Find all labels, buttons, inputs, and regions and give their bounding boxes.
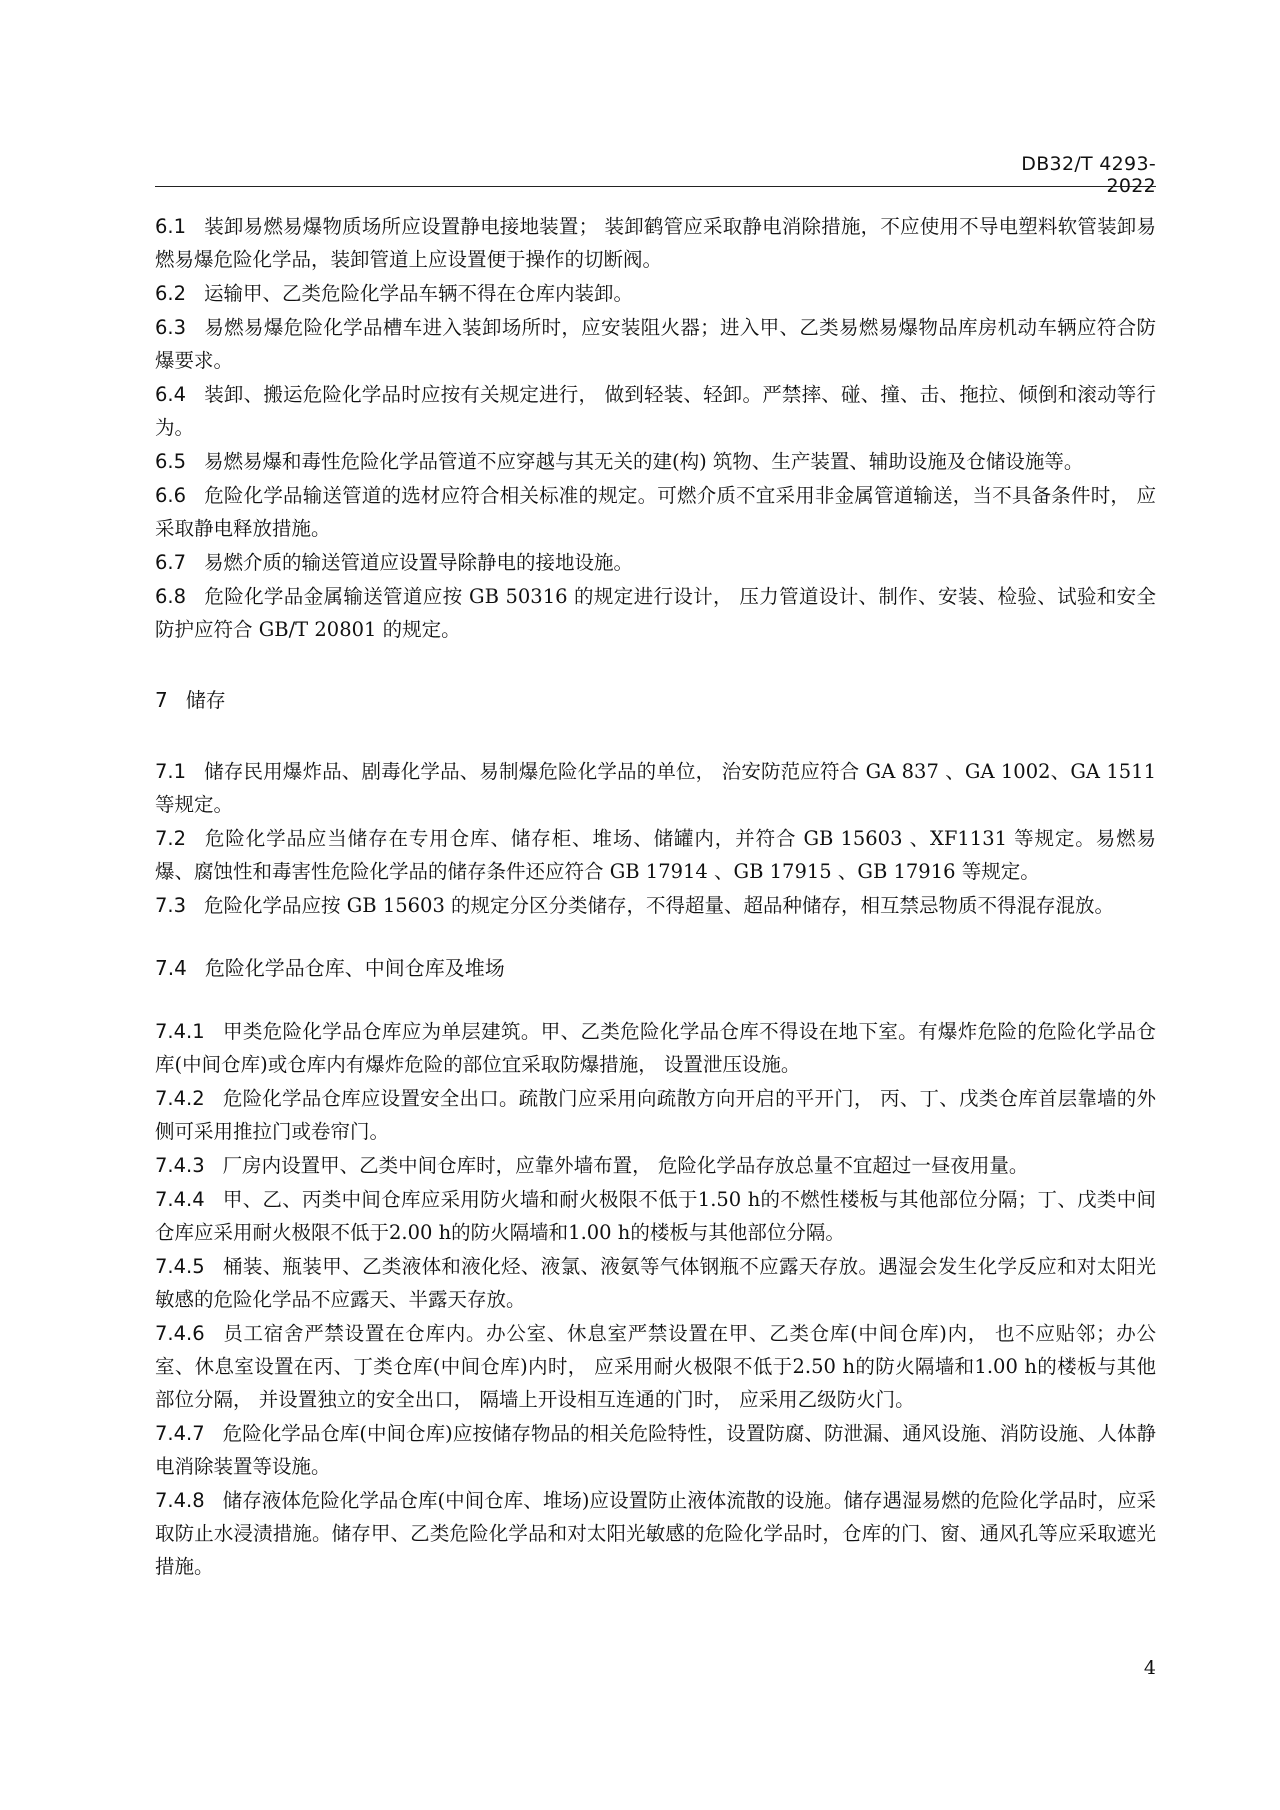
clause-number: 7.4.2 <box>155 1087 205 1110</box>
section-6-clauses <box>155 210 1156 646</box>
clause-number: 7.4.8 <box>155 1489 205 1512</box>
clause-number: 7.4.4 <box>155 1188 205 1211</box>
clause-number: 7.2 <box>155 827 187 850</box>
clause-7-4-6 <box>155 1317 1156 1416</box>
clause-text: 员工宿舍严禁设置在仓库内。办公室、休息室严禁设置在甲、乙类仓库(中间仓库)内， 也不应贴邻；办公室、休息室设置在丙、丁类仓库(中间仓库)内时， 应采用耐火极限不低于2.50 h的防火隔墙和1.00 h的楼板与其他部位分隔， 并设置独立的安全出口， 隔墙上开设相互连通的门时， 应采用乙级防火门。 <box>155 1322 1156 1411</box>
clause-6-5 <box>155 445 1156 478</box>
subsection-7-4-clauses <box>155 1015 1156 1583</box>
clause-6-6 <box>155 479 1156 545</box>
clause-7-1 <box>155 755 1156 821</box>
clause-text: 桶装、瓶装甲、乙类液体和液化烃、液氯、液氨等气体钢瓶不应露天存放。遇湿会发生化学反应和对太阳光敏感的危险化学品不应露天、半露天存放。 <box>155 1255 1156 1311</box>
clause-text: 装卸易燃易爆物质场所应设置静电接地装置； 装卸鹤管应采取静电消除措施，不应使用不导电塑料软管装卸易燃易爆危险化学品，装卸管道上应设置便于操作的切断阀。 <box>155 215 1156 271</box>
clause-text: 运输甲、乙类危险化学品车辆不得在仓库内装卸。 <box>204 282 634 305</box>
clause-number: 7.1 <box>155 760 187 783</box>
clause-6-4 <box>155 378 1156 444</box>
clause-7-3 <box>155 889 1156 922</box>
clause-6-2 <box>155 277 1156 310</box>
clause-text: 危险化学品应按 GB 15603 的规定分区分类储存，不得超量、超品种储存，相互禁忌物质不得混存混放。 <box>204 894 1115 917</box>
clause-7-4-8 <box>155 1484 1156 1583</box>
clause-text: 甲类危险化学品仓库应为单层建筑。甲、乙类危险化学品仓库不得设在地下室。有爆炸危险的危险化学品仓库(中间仓库)或仓库内有爆炸危险的部位宜采取防爆措施， 设置泄压设施。 <box>155 1020 1156 1076</box>
clause-7-4-5 <box>155 1250 1156 1316</box>
clause-7-4-4 <box>155 1183 1156 1249</box>
subsection-title: 危险化学品仓库、中间仓库及堆场 <box>204 956 505 980</box>
clause-number: 7.3 <box>155 894 187 917</box>
clause-text: 危险化学品金属输送管道应按 GB 50316 的规定进行设计， 压力管道设计、制作、安装、检验、试验和安全防护应符合 GB/T 20801 的规定。 <box>155 585 1156 641</box>
clause-number: 6.5 <box>155 450 187 473</box>
header-rule <box>155 186 1156 187</box>
clause-number: 7.4.5 <box>155 1255 205 1278</box>
clause-number: 7.4.6 <box>155 1322 205 1345</box>
clause-text: 厂房内设置甲、乙类中间仓库时，应靠外墙布置， 危险化学品存放总量不宜超过一昼夜用量。 <box>222 1154 1029 1177</box>
clause-text: 装卸、搬运危险化学品时应按有关规定进行， 做到轻装、轻卸。严禁摔、碰、撞、击、拖拉、倾倒和滚动等行为。 <box>155 383 1156 439</box>
clause-6-7 <box>155 546 1156 579</box>
clause-number: 6.6 <box>155 484 187 507</box>
clause-number: 7.4.7 <box>155 1422 205 1445</box>
page-content <box>155 210 1156 1584</box>
document-code: DB32/T 4293-2022 <box>1021 153 1156 197</box>
clause-number: 6.7 <box>155 551 187 574</box>
clause-7-4-3 <box>155 1149 1156 1182</box>
clause-6-3 <box>155 311 1156 377</box>
clause-7-2 <box>155 822 1156 888</box>
clause-text: 储存民用爆炸品、剧毒化学品、易制爆危险化学品的单位， 治安防范应符合 GA 837 、GA 1002、GA 1511 等规定。 <box>155 760 1156 816</box>
clause-number: 6.2 <box>155 282 187 305</box>
clause-7-4-1 <box>155 1015 1156 1081</box>
page-number: 4 <box>1143 1657 1156 1679</box>
clause-number: 6.8 <box>155 585 187 608</box>
clause-text: 易燃易爆危险化学品槽车进入装卸场所时，应安装阻火器；进入甲、乙类易燃易爆物品库房机动车辆应符合防爆要求。 <box>155 316 1156 372</box>
clause-number: 6.1 <box>155 215 187 238</box>
clause-number: 6.3 <box>155 316 187 339</box>
clause-6-8 <box>155 580 1156 646</box>
clause-number: 6.4 <box>155 383 187 406</box>
clause-text: 易燃介质的输送管道应设置导除静电的接地设施。 <box>204 551 634 574</box>
clause-text: 危险化学品应当储存在专用仓库、储存柜、堆场、储罐内，并符合 GB 15603 、XF1131 等规定。易燃易爆、腐蚀性和毒害性危险化学品的储存条件还应符合 GB 17914 、GB 17915 、GB 17916 等规定。 <box>155 827 1156 883</box>
clause-text: 易燃易爆和毒性危险化学品管道不应穿越与其无关的建(构) 筑物、生产装置、辅助设施及仓储设施等。 <box>204 450 1084 473</box>
clause-text: 甲、乙、丙类中间仓库应采用防火墙和耐火极限不低于1.50 h的不燃性楼板与其他部位分隔；丁、戊类中间仓库应采用耐火极限不低于2.00 h的防火隔墙和1.00 h的楼板与其他部位分隔。 <box>155 1188 1156 1244</box>
clause-number: 7.4.1 <box>155 1020 205 1043</box>
section-7-clauses <box>155 755 1156 922</box>
section-title: 储存 <box>185 688 226 712</box>
clause-6-1 <box>155 210 1156 276</box>
section-7-heading <box>155 684 1156 717</box>
clause-text: 危险化学品仓库(中间仓库)应按储存物品的相关危险特性，设置防腐、防泄漏、通风设施、消防设施、人体静电消除装置等设施。 <box>155 1422 1156 1478</box>
subsection-7-4-heading <box>155 952 1156 985</box>
subsection-number: 7.4 <box>155 956 187 980</box>
clause-text: 危险化学品输送管道的选材应符合相关标准的规定。可燃介质不宜采用非金属管道输送，当不具备条件时， 应采取静电释放措施。 <box>155 484 1156 540</box>
clause-number: 7.4.3 <box>155 1154 205 1177</box>
clause-text: 储存液体危险化学品仓库(中间仓库、堆场)应设置防止液体流散的设施。储存遇湿易燃的危险化学品时，应采取防止水浸渍措施。储存甲、乙类危险化学品和对太阳光敏感的危险化学品时，仓库的门、窗、通风孔等应采取遮光措施。 <box>155 1489 1156 1578</box>
section-number: 7 <box>155 688 168 712</box>
clause-text: 危险化学品仓库应设置安全出口。疏散门应采用向疏散方向开启的平开门， 丙、丁、戊类仓库首层靠墙的外侧可采用推拉门或卷帘门。 <box>155 1087 1156 1143</box>
clause-7-4-7 <box>155 1417 1156 1483</box>
clause-7-4-2 <box>155 1082 1156 1148</box>
